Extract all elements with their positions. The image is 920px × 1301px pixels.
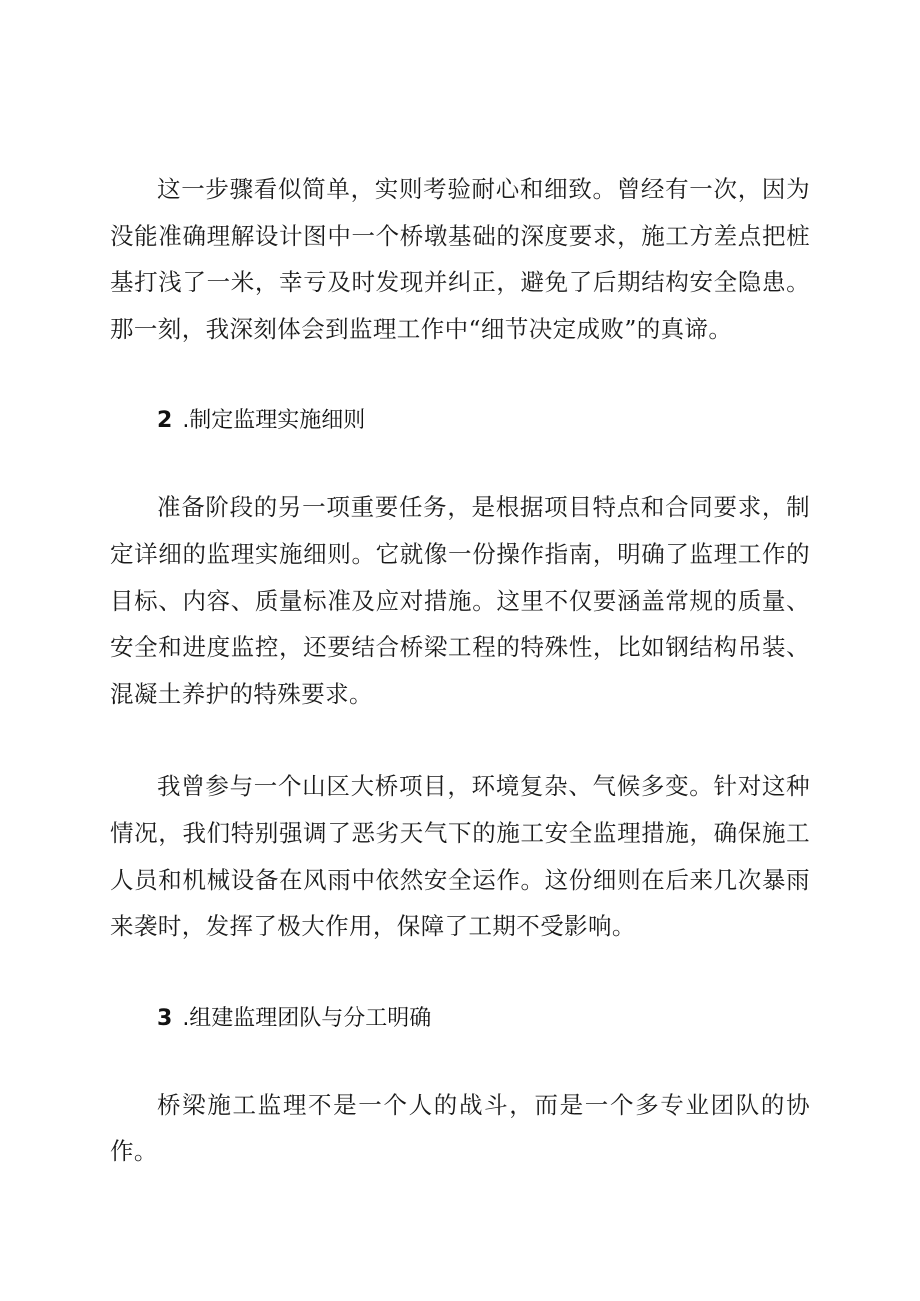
section-title: .组建监理团队与分工明确 [182,1005,432,1031]
paragraph-team-collaboration: 桥梁施工监理不是一个人的战斗，而是一个多专业团队的协作。 [110,1090,810,1166]
spacer [110,352,810,398]
section-heading-2 [110,398,810,444]
document-body [110,166,810,1175]
spacer [110,950,810,996]
paragraph-mountain-bridge: 我曾参与一个山区大桥项目，环境复杂、气候多变。针对这种情况，我们特别强调了恶劣天气下的施工安全监理措施，确保施工人员和机械设备在风雨中依然安全运作。这份细则在后来几次暴雨来袭时，发挥了极大作用，保障了工期不受影响。 [110,772,810,941]
paragraph-implementation-rules: 准备阶段的另一项重要任务，是根据项目特点和合同要求，制定详细的监理实施细则。它就像一份操作指南，明确了监理工作的目标、内容、质量标准及应对措施。这里不仅要涵盖常规的质量、安全和进度监控，还要结合桥梁工程的特殊性，比如钢结构吊装、混凝土养护的特殊要求。 [110,493,810,708]
spacer [110,717,810,763]
section-number: 3 [157,1005,173,1031]
section-title: .制定监理实施细则 [182,408,366,434]
section-heading-3 [110,996,810,1042]
spacer [110,1042,810,1082]
paragraph-foundation-depth: 这一步骤看似简单，实则考验耐心和细致。曾经有一次，因为没能准确理解设计图中一个桥墩基础的深度要求，施工方差点把桩基打浅了一米，幸亏及时发现并纠正，避免了后期结构安全隐患。那一刻，我深刻体会到监理工作中“细节决定成败”的真谛。 [110,175,810,343]
section-number: 2 [157,408,173,434]
spacer [110,444,810,484]
